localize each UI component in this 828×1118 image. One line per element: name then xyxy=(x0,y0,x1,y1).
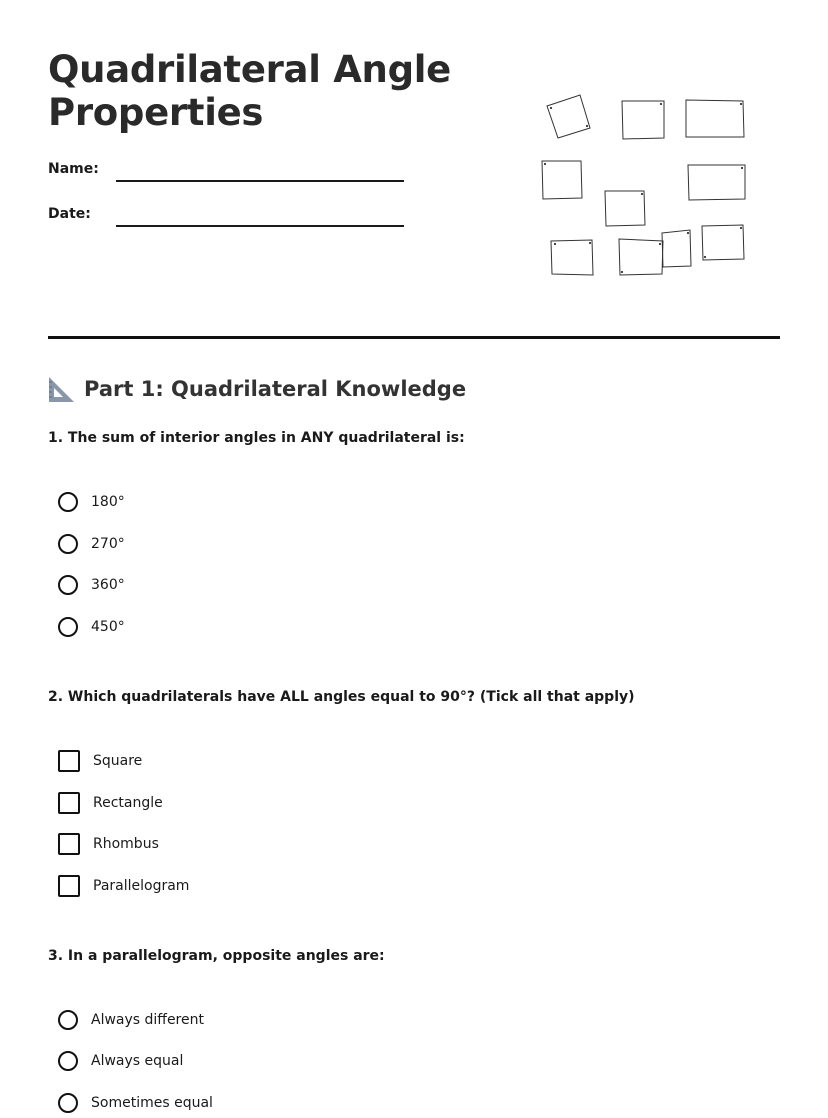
name-field xyxy=(48,160,408,190)
radio-button[interactable] xyxy=(58,575,78,595)
radio-button[interactable] xyxy=(58,1051,78,1071)
radio-button[interactable] xyxy=(58,534,78,554)
option-label: Sometimes equal xyxy=(91,1095,213,1111)
q3-option-always-equal[interactable] xyxy=(58,1049,183,1073)
set-square-icon xyxy=(48,376,75,403)
option-label: 180° xyxy=(91,494,125,510)
name-label: Name: xyxy=(48,161,99,177)
option-label: Square xyxy=(93,753,143,769)
radio-button[interactable] xyxy=(58,1093,78,1113)
option-label: Always equal xyxy=(91,1053,184,1069)
question-1: 1. The sum of interior angles in ANY quadrilateral is: xyxy=(48,430,465,446)
section-title: Part 1: Quadrilateral Knowledge xyxy=(84,377,467,401)
checkbox[interactable] xyxy=(58,833,80,855)
checkbox[interactable] xyxy=(58,750,80,772)
radio-button[interactable] xyxy=(58,617,78,637)
radio-button[interactable] xyxy=(58,492,78,512)
option-label: 450° xyxy=(91,619,125,635)
q1-option-360[interactable] xyxy=(58,573,125,597)
q1-option-450[interactable] xyxy=(58,615,125,639)
checkbox[interactable] xyxy=(58,792,80,814)
q2-option-rhombus[interactable] xyxy=(58,832,159,856)
header-divider xyxy=(48,336,780,339)
option-label: Rectangle xyxy=(93,795,163,811)
q1-option-180[interactable] xyxy=(58,490,125,514)
option-label: Rhombus xyxy=(93,836,159,852)
question-2: 2. Which quadrilaterals have ALL angles equal to 90°? (Tick all that apply) xyxy=(48,689,635,705)
title-line-1: Quadrilateral Angle xyxy=(48,48,451,91)
question-3: 3. In a parallelogram, opposite angles are: xyxy=(48,948,385,964)
title-line-2: Properties xyxy=(48,91,264,134)
q1-option-270[interactable] xyxy=(58,532,125,556)
section-heading xyxy=(48,374,466,404)
q2-option-parallelogram[interactable] xyxy=(58,874,189,898)
checkbox[interactable] xyxy=(58,875,80,897)
page-title xyxy=(48,48,478,134)
option-label: 360° xyxy=(91,577,125,593)
q3-option-always-different[interactable] xyxy=(58,1008,204,1032)
date-input-line[interactable] xyxy=(116,225,404,227)
option-label: Parallelogram xyxy=(93,878,190,894)
q2-option-square[interactable] xyxy=(58,749,142,773)
date-label: Date: xyxy=(48,206,91,222)
name-input-line[interactable] xyxy=(116,180,404,182)
worksheet-page xyxy=(48,0,780,1118)
q3-option-sometimes-equal[interactable] xyxy=(58,1091,213,1115)
quadrilaterals-illustration xyxy=(536,85,746,285)
date-field xyxy=(48,205,408,235)
radio-button[interactable] xyxy=(58,1010,78,1030)
option-label: Always different xyxy=(91,1012,204,1028)
option-label: 270° xyxy=(91,536,125,552)
q2-option-rectangle[interactable] xyxy=(58,791,163,815)
